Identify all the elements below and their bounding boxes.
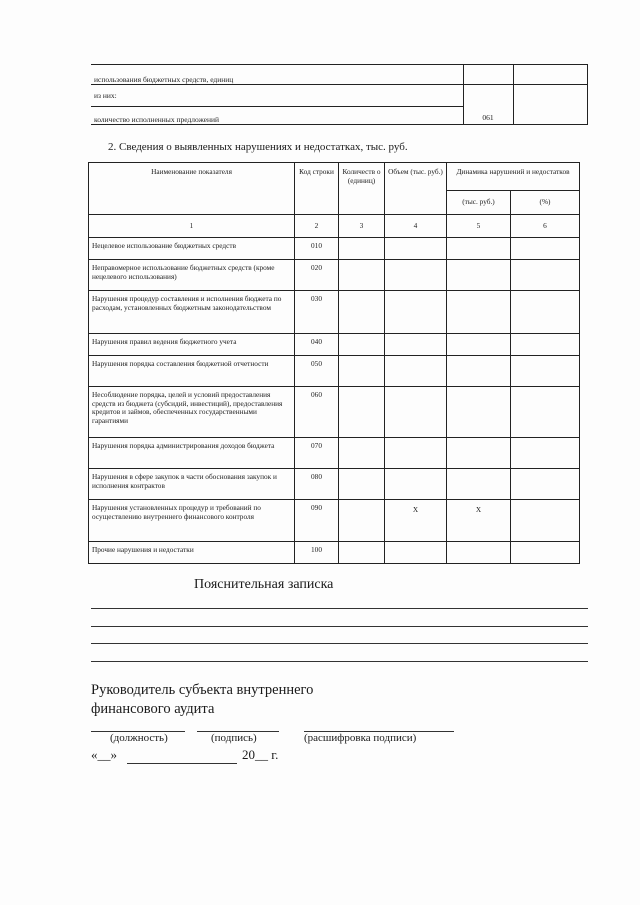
row-count — [339, 438, 385, 469]
row-dynamics-pct — [511, 469, 580, 500]
row-code: 080 — [295, 469, 339, 500]
row-count — [339, 356, 385, 387]
row-count — [339, 500, 385, 542]
row-dynamics-pct — [511, 238, 580, 260]
date-year: 20__ г. — [242, 747, 279, 762]
row-code: 040 — [295, 334, 339, 356]
position-label: (должность) — [110, 732, 168, 744]
violations-table — [88, 162, 580, 564]
row-count — [339, 542, 385, 564]
row-dynamics-rub — [447, 542, 511, 564]
note-line-4 — [91, 661, 588, 662]
row-dynamics-pct — [511, 542, 580, 564]
col-number-3: 3 — [339, 215, 385, 238]
row-volume: X — [385, 500, 447, 542]
row-count — [339, 291, 385, 334]
date-month-line — [127, 763, 237, 764]
top-row-label-2: из них: — [91, 85, 463, 107]
decoding-label: (расшифровка подписи) — [304, 732, 417, 744]
header-dynamics-rub: (тыс. руб.) — [447, 191, 511, 215]
row-code: 020 — [295, 260, 339, 291]
row-dynamics-rub — [447, 469, 511, 500]
header-code: Код строки — [295, 163, 339, 215]
row-code: 100 — [295, 542, 339, 564]
row-count — [339, 469, 385, 500]
row-dynamics-rub: X — [447, 500, 511, 542]
top-row-value-3 — [513, 85, 587, 125]
top-row-label-1: использования бюджетных средств, единиц — [91, 65, 463, 85]
row-count — [339, 260, 385, 291]
row-dynamics-pct — [511, 438, 580, 469]
row-count — [339, 334, 385, 356]
note-line-2 — [91, 626, 588, 627]
note-line-1 — [91, 608, 588, 609]
top-row-code-3: 061 — [463, 85, 513, 125]
table-row — [89, 387, 580, 438]
signer-block — [91, 681, 313, 719]
top-continuation-table — [91, 64, 588, 125]
table-row — [89, 238, 580, 260]
row-dynamics-rub — [447, 260, 511, 291]
header-count: Количеств о (единиц) — [339, 163, 385, 215]
top-row-value-1 — [513, 65, 587, 85]
row-name: Нарушения процедур составления и исполнения бюджета по расходам, установленных бюджетным законодательством — [89, 291, 295, 334]
header-dynamics-pct: (%) — [511, 191, 580, 215]
row-dynamics-rub — [447, 356, 511, 387]
row-name: Нарушения правил ведения бюджетного учета — [89, 334, 295, 356]
header-dynamics: Динамика нарушений и недостатков — [447, 163, 580, 191]
table-row — [89, 500, 580, 542]
row-dynamics-pct — [511, 334, 580, 356]
header-name: Наименование показателя — [89, 163, 295, 215]
row-dynamics-rub — [447, 334, 511, 356]
row-code: 050 — [295, 356, 339, 387]
row-count — [339, 387, 385, 438]
row-volume — [385, 438, 447, 469]
row-name: Несоблюдение порядка, целей и условий предоставления средств из бюджета (субсидий, инвестиций), предоставления кредитов и займов, обеспеченных государственными гарантиями — [89, 387, 295, 438]
explanatory-note-title: Пояснительная записка — [194, 577, 334, 592]
row-dynamics-rub — [447, 438, 511, 469]
row-volume — [385, 334, 447, 356]
table-row — [89, 356, 580, 387]
date-day-open: «__» — [91, 747, 117, 762]
table-row — [89, 260, 580, 291]
header-volume: Объем (тыс. руб.) — [385, 163, 447, 215]
top-row-code-1 — [463, 65, 513, 85]
signer-title-line-1: Руководитель субъекта внутреннего — [91, 682, 314, 698]
signer-title-line-2: финансового аудита — [91, 701, 215, 717]
row-code: 010 — [295, 238, 339, 260]
row-name: Неправомерное использование бюджетных средств (кроме нецелевого использования) — [89, 260, 295, 291]
row-count — [339, 238, 385, 260]
row-name: Нарушения порядка администрирования доходов бюджета — [89, 438, 295, 469]
row-volume — [385, 387, 447, 438]
table-row — [89, 469, 580, 500]
row-volume — [385, 356, 447, 387]
row-name: Нарушения порядка составления бюджетной отчетности — [89, 356, 295, 387]
note-line-3 — [91, 643, 588, 644]
row-dynamics-pct — [511, 356, 580, 387]
row-dynamics-rub — [447, 238, 511, 260]
table-row — [89, 438, 580, 469]
table-row — [89, 542, 580, 564]
row-volume — [385, 469, 447, 500]
row-dynamics-pct — [511, 387, 580, 438]
section-2-title: 2. Сведения о выявленных нарушениях и недостатках, тыс. руб. — [108, 141, 408, 153]
row-dynamics-rub — [447, 387, 511, 438]
row-name: Прочие нарушения и недостатки — [89, 542, 295, 564]
col-number-2: 2 — [295, 215, 339, 238]
col-number-6: 6 — [511, 215, 580, 238]
table-row — [89, 334, 580, 356]
row-volume — [385, 238, 447, 260]
row-volume — [385, 260, 447, 291]
col-number-4: 4 — [385, 215, 447, 238]
row-code: 060 — [295, 387, 339, 438]
row-dynamics-pct — [511, 500, 580, 542]
row-volume — [385, 542, 447, 564]
row-code: 090 — [295, 500, 339, 542]
row-dynamics-pct — [511, 260, 580, 291]
row-dynamics-pct — [511, 291, 580, 334]
table-row — [89, 291, 580, 334]
col-number-1: 1 — [89, 215, 295, 238]
row-code: 070 — [295, 438, 339, 469]
row-name: Нарушения в сфере закупок в части обоснования закупок и исполнения контрактов — [89, 469, 295, 500]
row-dynamics-rub — [447, 291, 511, 334]
row-name: Нецелевое использование бюджетных средств — [89, 238, 295, 260]
row-code: 030 — [295, 291, 339, 334]
col-number-5: 5 — [447, 215, 511, 238]
row-volume — [385, 291, 447, 334]
row-name: Нарушения установленных процедур и требований по осуществлению внутреннего финансового контроля — [89, 500, 295, 542]
signature-label: (подпись) — [211, 732, 257, 744]
top-row-label-3: количество исполненных предложений — [91, 107, 463, 125]
